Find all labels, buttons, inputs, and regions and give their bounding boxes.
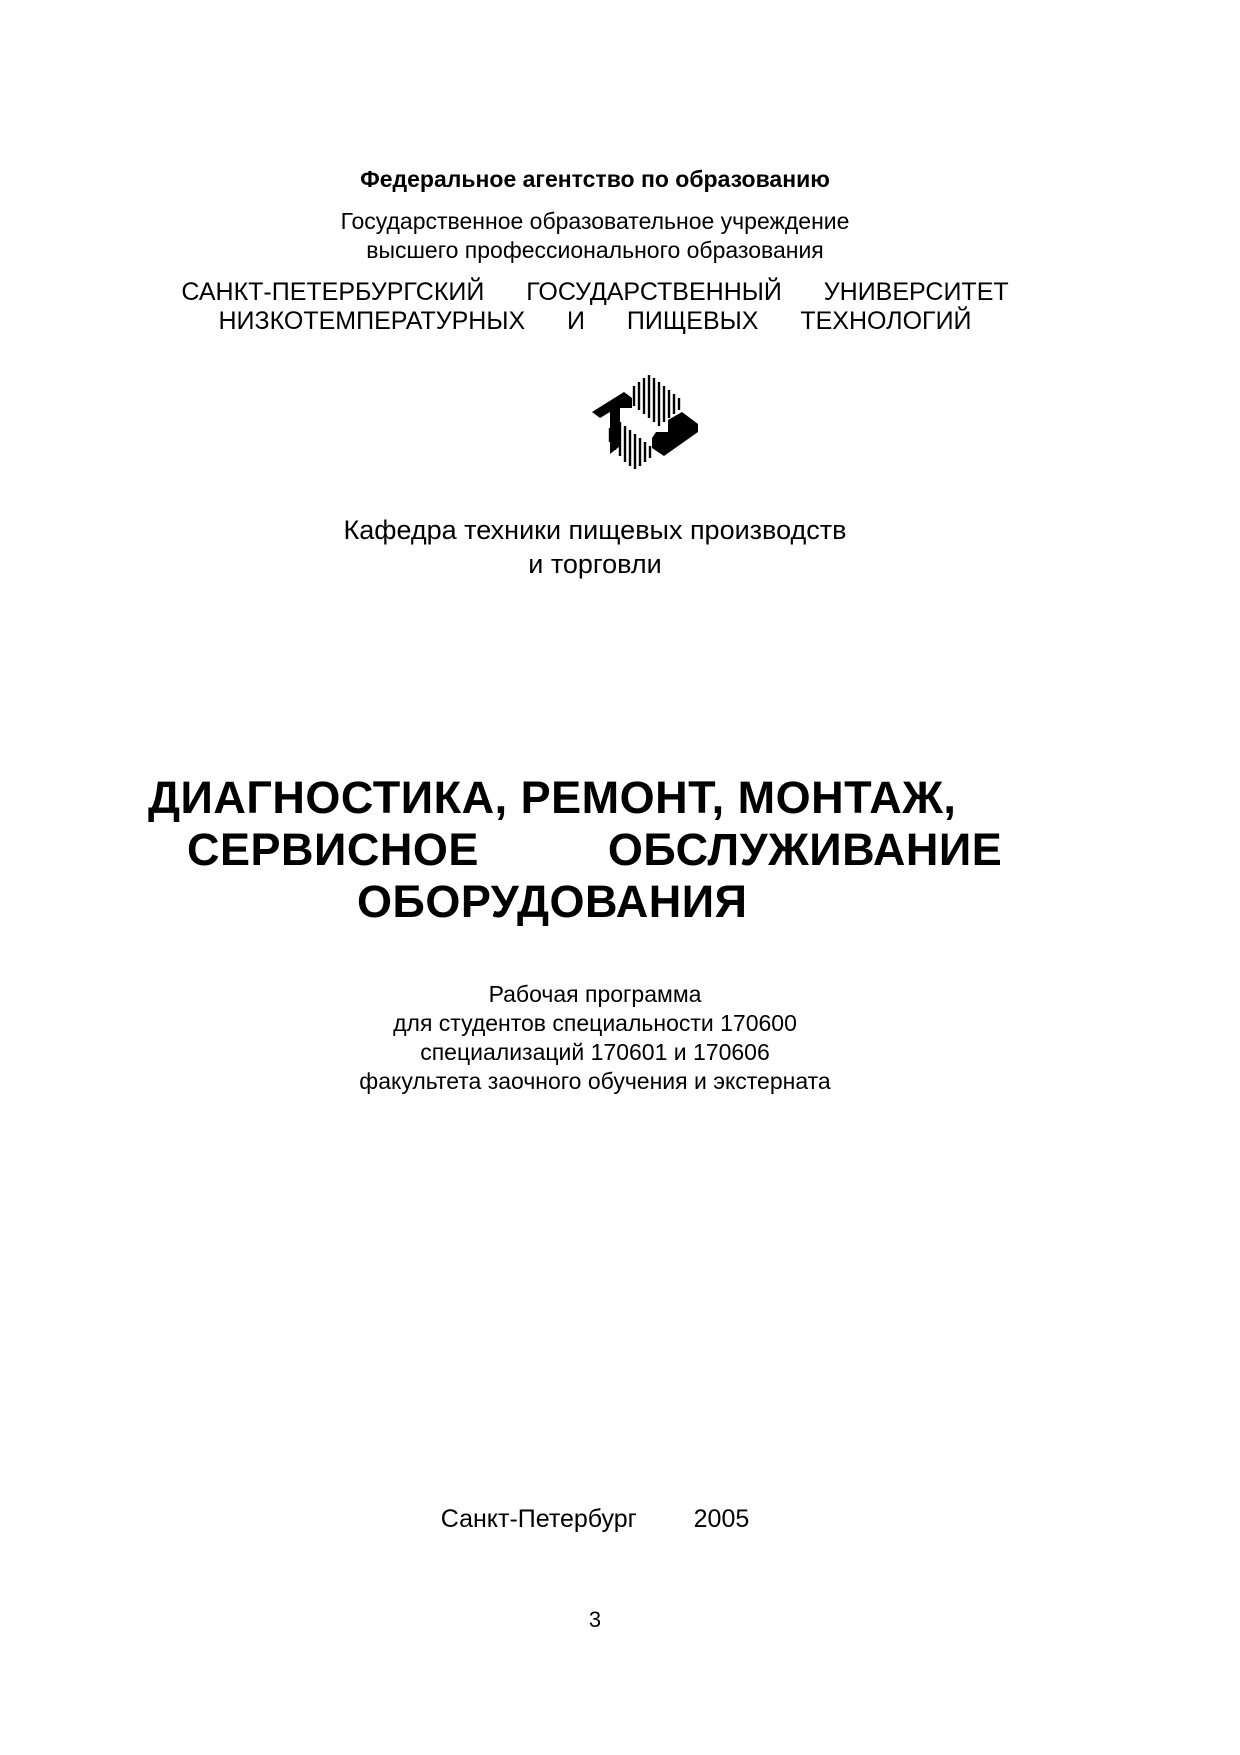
subtitle-line1: Рабочая программа: [488, 981, 702, 1007]
document-title-line2: СЕРВИСНОЕ ОБСЛУЖИВАНИЕ: [187, 824, 1003, 875]
subtitle-line4: факультета заочного обучения и экстерната: [359, 1068, 831, 1094]
university-name-line1: САНКТ-ПЕТЕРБУРГСКИЙ ГОСУДАРСТВЕННЫЙ УНИВЕРСИТЕТ: [181, 278, 1009, 306]
city-year: Санкт-Петербург 2005: [440, 1505, 750, 1533]
subtitle-line3: специализаций 170601 и 170606: [420, 1039, 770, 1065]
university-name-line2: НИЗКОТЕМПЕРАТУРНЫХ И ПИЩЕВЫХ ТЕХНОЛОГИЙ: [218, 307, 972, 335]
department-line1: Кафедра техники пищевых производств: [343, 515, 847, 545]
document-title-line3: ОБОРУДОВАНИЯ: [357, 876, 748, 927]
institution-type-line1: Государственное образовательное учреждение: [340, 208, 850, 234]
subtitle-line2: для студентов специальности 170600: [393, 1010, 797, 1036]
document-title-line1: ДИАГНОСТИКА, РЕМОНТ, МОНТАЖ,: [148, 772, 957, 823]
department-line2: и торговли: [528, 549, 662, 579]
agency-name: Федеральное агентство по образованию: [360, 166, 830, 192]
institution-type-line2: высшего профессионального образования: [366, 237, 824, 263]
university-emblem-icon: [590, 372, 700, 472]
page-number: 3: [588, 1607, 602, 1632]
